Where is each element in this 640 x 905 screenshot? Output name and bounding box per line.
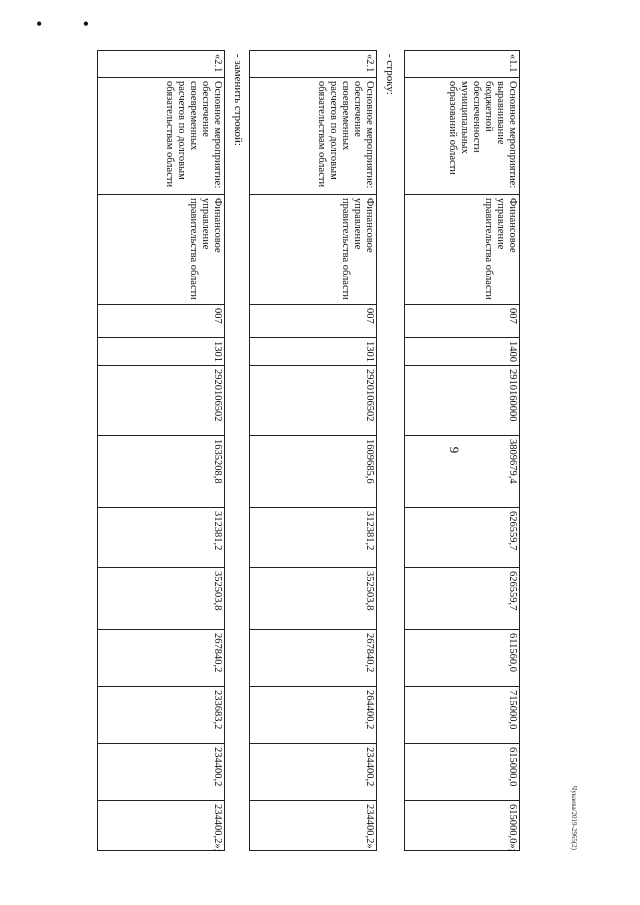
- row-value-6: 234400,2: [98, 744, 225, 801]
- row-value-7: 234400,2»;: [98, 801, 225, 851]
- row-rzpr: 1301: [98, 338, 225, 366]
- row-value-2: 312381,2: [98, 508, 225, 568]
- row-code: «1.1: [405, 51, 520, 78]
- row-org: Финансовое управление правительства области: [250, 195, 377, 305]
- replace-with-label: - заменить строкой:: [232, 54, 244, 146]
- row-name: Основное мероприятие: выравнивание бюджетной обеспеченности муниципальных образований области: [405, 78, 520, 195]
- row-grbs: 007: [98, 305, 225, 338]
- row-csr: 2920106502: [250, 366, 377, 436]
- row-grbs: 007: [405, 305, 520, 338]
- row-org: Финансовое управление правительства области: [405, 195, 520, 305]
- row-rzpr: 1400: [405, 338, 520, 366]
- row-value-1: 1635208,8: [98, 436, 225, 508]
- row-value-4: 611560,0: [405, 630, 520, 687]
- table-row: [98, 51, 225, 851]
- row-value-4: 267840,2: [250, 630, 377, 687]
- budget-table-row-1-1: [404, 50, 520, 851]
- page-number: 9: [447, 446, 462, 454]
- row-value-5: 715000,0: [405, 687, 520, 744]
- row-value-3: 352503,8: [98, 568, 225, 630]
- scan-dots: • •: [36, 14, 108, 34]
- row-value-3: 352503,8: [250, 568, 377, 630]
- budget-table-row-2-1-new: [97, 50, 225, 851]
- row-value-5: 264400,2: [250, 687, 377, 744]
- table-row: [250, 51, 377, 851]
- row-csr: 2910160000: [405, 366, 520, 436]
- row-value-2: 626559,7: [405, 508, 520, 568]
- row-name: Основное мероприятие: обеспечение своевременных расчетов по долговым обязательствам области: [250, 78, 377, 195]
- rotated-document: [90, 50, 578, 852]
- row-value-5: 233683,2: [98, 687, 225, 744]
- row-csr: 2920106502: [98, 366, 225, 436]
- row-rzpr: 1301: [250, 338, 377, 366]
- table-row: [405, 51, 520, 851]
- row-value-1: 1609685,6: [250, 436, 377, 508]
- row-code: «2.1: [250, 51, 377, 78]
- budget-table-row-2-1-old: [249, 50, 377, 851]
- row-value-7: 234400,2»: [250, 801, 377, 851]
- row-value-3: 626559,7: [405, 568, 520, 630]
- row-value-7: 615000,0»;: [405, 801, 520, 851]
- document-stamp: Чукаева/2019-2965(2): [570, 785, 578, 850]
- row-code: «2.1: [98, 51, 225, 78]
- replace-line-label: - строку:: [384, 54, 396, 95]
- row-name: Основное мероприятие: обеспечение своевременных расчетов по долговым обязательствам области: [98, 78, 225, 195]
- row-value-6: 615000,0: [405, 744, 520, 801]
- row-value-1: 3809679,4: [405, 436, 520, 508]
- row-grbs: 007: [250, 305, 377, 338]
- row-org: Финансовое управление правительства области: [98, 195, 225, 305]
- row-value-2: 312381,2: [250, 508, 377, 568]
- row-value-6: 234400,2: [250, 744, 377, 801]
- row-value-4: 267840,2: [98, 630, 225, 687]
